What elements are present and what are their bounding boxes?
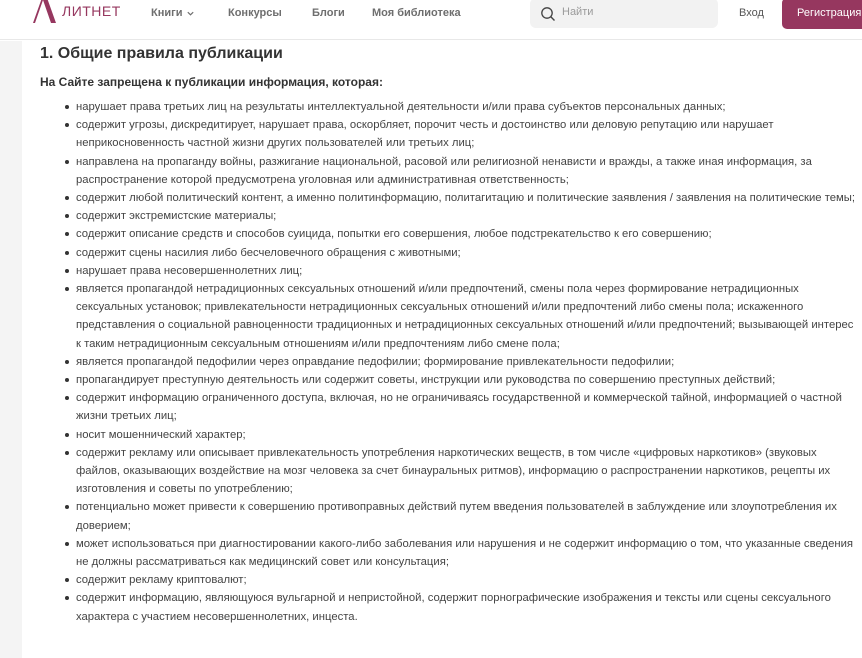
bullet-icon — [65, 123, 69, 127]
list-item: содержит сцены насилия либо бесчеловечного обращения с животными; — [76, 244, 860, 262]
bullet-icon — [65, 596, 69, 600]
register-button[interactable]: Регистрация — [782, 0, 862, 29]
bullet-icon — [65, 396, 69, 400]
list-item: содержит угрозы, дискредитирует, нарушает права, оскорбляет, порочит честь и достоинство или деловую репутацию или нарушает неприкосновенность частной жизни других пользователей или третьих лиц; — [76, 116, 860, 152]
bullet-icon — [65, 196, 69, 200]
search-box[interactable] — [530, 0, 718, 28]
bullet-icon — [65, 451, 69, 455]
bullet-icon — [65, 105, 69, 109]
list-item: содержит информацию ограниченного доступа, включая, но не ограничиваясь государственной и коммерческой тайной, информацией о частной жизни третьих лиц; — [76, 389, 860, 425]
list-item: является пропагандой педофилии через оправдание педофилии; формирование привлекательности педофилии; — [76, 353, 860, 371]
list-item: содержит рекламу криптовалют; — [76, 571, 860, 589]
login-link[interactable]: Вход — [739, 7, 764, 19]
bullet-icon — [65, 360, 69, 364]
rules-list — [40, 98, 860, 626]
nav-my-library[interactable]: Моя библиотека — [372, 7, 461, 19]
bullet-icon — [65, 160, 69, 164]
nav-contests[interactable]: Конкурсы — [228, 7, 282, 19]
list-item: может использоваться при диагностировании какого-либо заболевания или нарушения и не содержит информацию о том, что указанные сведения не должны рассматриваться как медицинский совет или консультация; — [76, 535, 860, 571]
list-item: потенциально может привести к совершению противоправных действий путем введения пользователей в заблуждение или злоупотребления их доверием; — [76, 498, 860, 534]
bullet-icon — [65, 505, 69, 509]
section-title: 1. Общие правила публикации — [40, 45, 283, 62]
list-item: нарушает права несовершеннолетних лиц; — [76, 262, 860, 280]
list-item: содержит описание средств и способов суицида, попытки его совершения, любое подстрекательство к его совершению; — [76, 225, 860, 243]
bullet-icon — [65, 578, 69, 582]
search-icon — [540, 6, 556, 22]
list-item: пропагандирует преступную деятельность или содержит советы, инструкции или руководства по совершению преступных действий; — [76, 371, 860, 389]
nav-books[interactable] — [151, 7, 195, 19]
bullet-icon — [65, 251, 69, 255]
list-item: содержит экстремистские материалы; — [76, 207, 860, 225]
list-item: содержит информацию, являющуюся вульгарной и непристойной, содержит порнографические изображения и тексты или сцены сексуального характера с участием несовершеннолетних, инцеста. — [76, 589, 860, 625]
list-item: содержит рекламу или описывает привлекательность употребления наркотических веществ, в том числе «цифровых наркотиков» (звуковых файлов, оказывающих воздействие на мозг человека за счет бинауральных ритмов), информацию о распространении наркотиков, рецепты их изготовления и советы по употреблению; — [76, 444, 860, 499]
list-item: нарушает права третьих лиц на результаты интеллектуальной деятельности и/или права субъектов персональных данных; — [76, 98, 860, 116]
list-item: носит мошеннический характер; — [76, 426, 860, 444]
bullet-icon — [65, 269, 69, 273]
bullet-icon — [65, 214, 69, 218]
list-item: является пропагандой нетрадиционных сексуальных отношений и/или предпочтений, смены пола через формирование нетрадиционных сексуальных установок; привлекательности нетрадиционных сексуальных отношений и/или предпочтений либо смены пола; искаженного представления о социальной равноценности традиционных и нетрадиционных сексуальных отношений и/или предпочтений; вызывающей интерес к таким нетрадиционным сексуальным отношениям и/или предпочтениям либо смене пола; — [76, 280, 860, 353]
chevron-down-icon — [186, 9, 195, 18]
search-input[interactable] — [562, 4, 712, 20]
logo-icon — [32, 0, 58, 24]
list-item: направлена на пропаганду войны, разжигание национальной, расовой или религиозной ненависти и вражды, а также иная информация, за распространение которой предусмотрена уголовная или административная ответственность; — [76, 153, 860, 189]
section-lead: На Сайте запрещена к публикации информация, которая: — [40, 75, 383, 89]
bullet-icon — [65, 378, 69, 382]
left-sidebar — [0, 41, 22, 658]
bullet-icon — [65, 232, 69, 236]
bullet-icon — [65, 542, 69, 546]
site-header — [0, 0, 862, 40]
bullet-icon — [65, 287, 69, 291]
nav-blogs[interactable]: Блоги — [312, 7, 345, 19]
nav-books-label: Книги — [151, 7, 183, 19]
logo-text: ЛИТНЕТ — [62, 3, 121, 19]
list-item: содержит любой политический контент, а именно политинформацию, политагитацию и политические заявления / заявления на политические темы; — [76, 189, 860, 207]
logo[interactable] — [32, 0, 121, 24]
rules-content — [40, 41, 860, 626]
bullet-icon — [65, 433, 69, 437]
